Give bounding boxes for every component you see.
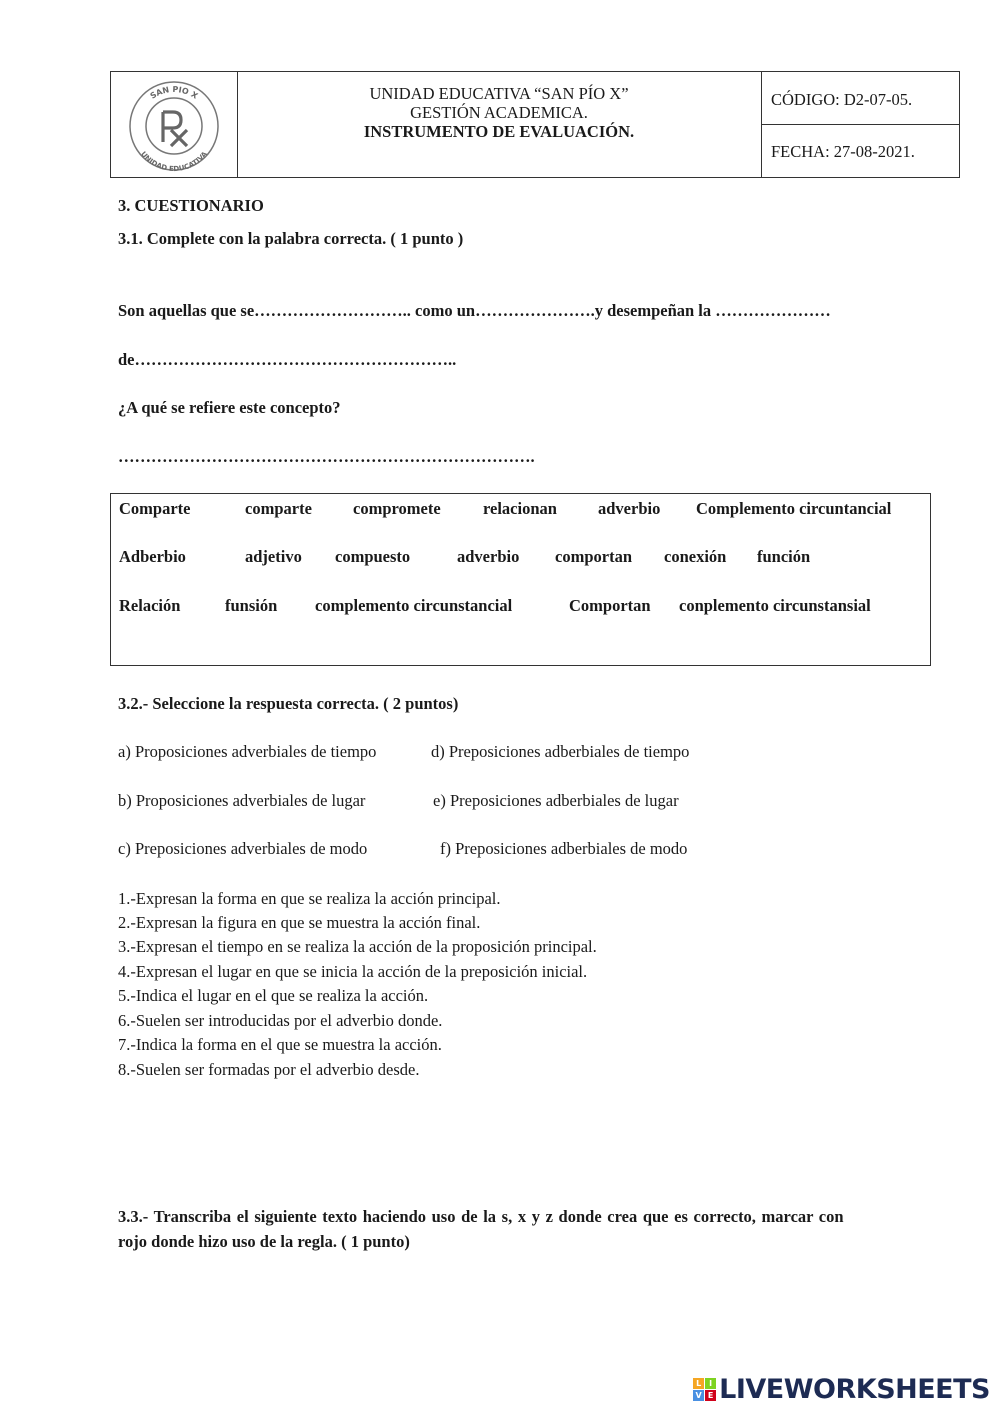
statement-item: 2.-Expresan la figura en que se muestra la acción final. — [118, 913, 481, 932]
word-bank-item: adjetivo — [245, 547, 302, 566]
instrument-title: INSTRUMENTO DE EVALUACIÓN. — [363, 122, 635, 141]
department: GESTIÓN ACADEMICA. — [410, 103, 588, 122]
q2-title: 3.2.- Seleccione la respuesta correcta. ( 2 puntos) — [118, 694, 459, 713]
option-f: f) Preposiciones adberbiales de modo — [440, 839, 688, 858]
word-bank-item: conexión — [664, 547, 727, 566]
header-meta-cell — [762, 72, 959, 177]
statement-item: 7.-Indica la forma en el que se muestra la acción. — [118, 1035, 442, 1054]
statement-item: 4.-Expresan el lugar en que se inicia la acción de la preposición inicial. — [118, 962, 588, 981]
statement-item: 1.-Expresan la forma en que se realiza la acción principal. — [118, 889, 501, 908]
word-bank-item: Relación — [119, 596, 181, 615]
word-bank-item: compuesto — [335, 547, 411, 566]
word-bank-item: complemento circunstancial — [315, 596, 513, 615]
q1-title: 3.1. Complete con la palabra correcta. ( 1 punto ) — [118, 229, 464, 248]
option-e: e) Preposiciones adberbiales de lugar — [433, 791, 679, 810]
word-bank — [110, 493, 931, 666]
section-title: 3. CUESTIONARIO — [118, 196, 264, 215]
word-bank-item: compromete — [353, 499, 441, 518]
school-name: UNIDAD EDUCATIVA “SAN PÍO X” — [369, 84, 629, 103]
liveworksheets-logo-icon: L I V E — [693, 1378, 716, 1401]
word-bank-item: comparte — [245, 499, 312, 518]
word-bank-item: adverbio — [598, 499, 661, 518]
statement-item: 6.-Suelen ser introducidas por el adverbio donde. — [118, 1011, 443, 1030]
document-date: FECHA: 27-08-2021. — [771, 142, 915, 161]
word-bank-item: función — [757, 547, 811, 566]
option-c: c) Preposiciones adverbiales de modo — [118, 839, 368, 858]
logo-cell — [111, 72, 238, 177]
word-bank-item: comportan — [555, 547, 632, 566]
word-bank-item: Adberbio — [119, 547, 186, 566]
word-bank-item: Complemento circuntancial — [696, 499, 892, 518]
option-a: a) Proposiciones adverbiales de tiempo — [118, 742, 377, 761]
word-bank-item: conplemento circunstansial — [679, 596, 871, 615]
document-code: CÓDIGO: D2-07-05. — [762, 72, 959, 125]
word-bank-item: Comportan — [569, 596, 651, 615]
statement-item: 5.-Indica el lugar en el que se realiza la acción. — [118, 986, 429, 1005]
header-title-cell — [237, 72, 762, 177]
school-logo — [111, 72, 237, 177]
q1-question: ¿A qué se refiere este concepto? — [118, 398, 341, 417]
word-bank-item: Comparte — [119, 499, 191, 518]
q3-instruction-line1: 3.3.- Transcriba el siguiente texto haciendo uso de la s, x y z donde crea que es correcto, marcar con — [118, 1207, 844, 1226]
liveworksheets-watermark — [693, 1374, 990, 1405]
q1-answer-line: …………………………………………………………………. — [118, 447, 535, 466]
word-bank-item: relacionan — [483, 499, 557, 518]
q1-sentence-line2: de………………………………………………….. — [118, 350, 457, 369]
statement-item: 3.-Expresan el tiempo en se realiza la acción de la proposición principal. — [118, 937, 597, 956]
svg-text:UNIDAD EDUCATIVA: UNIDAD EDUCATIVA — [139, 150, 209, 174]
svg-text:SAN PIO X: SAN PIO X — [148, 84, 200, 101]
option-d: d) Preposiciones adberbiales de tiempo — [431, 742, 690, 761]
word-bank-item: adverbio — [457, 547, 520, 566]
liveworksheets-text: LIVEWORKSHEETS — [719, 1374, 990, 1405]
statement-item: 8.-Suelen ser formadas por el adverbio desde. — [118, 1060, 420, 1079]
q1-sentence-line1: Son aquellas que se……………………….. como un………………….y desempeñan la ………………… — [118, 301, 831, 320]
header-table — [110, 71, 960, 178]
option-b: b) Proposiciones adverbiales de lugar — [118, 791, 366, 810]
q3-instruction-line2: rojo donde hizo uso de la regla. ( 1 punto) — [118, 1232, 410, 1251]
word-bank-item: funsión — [225, 596, 278, 615]
